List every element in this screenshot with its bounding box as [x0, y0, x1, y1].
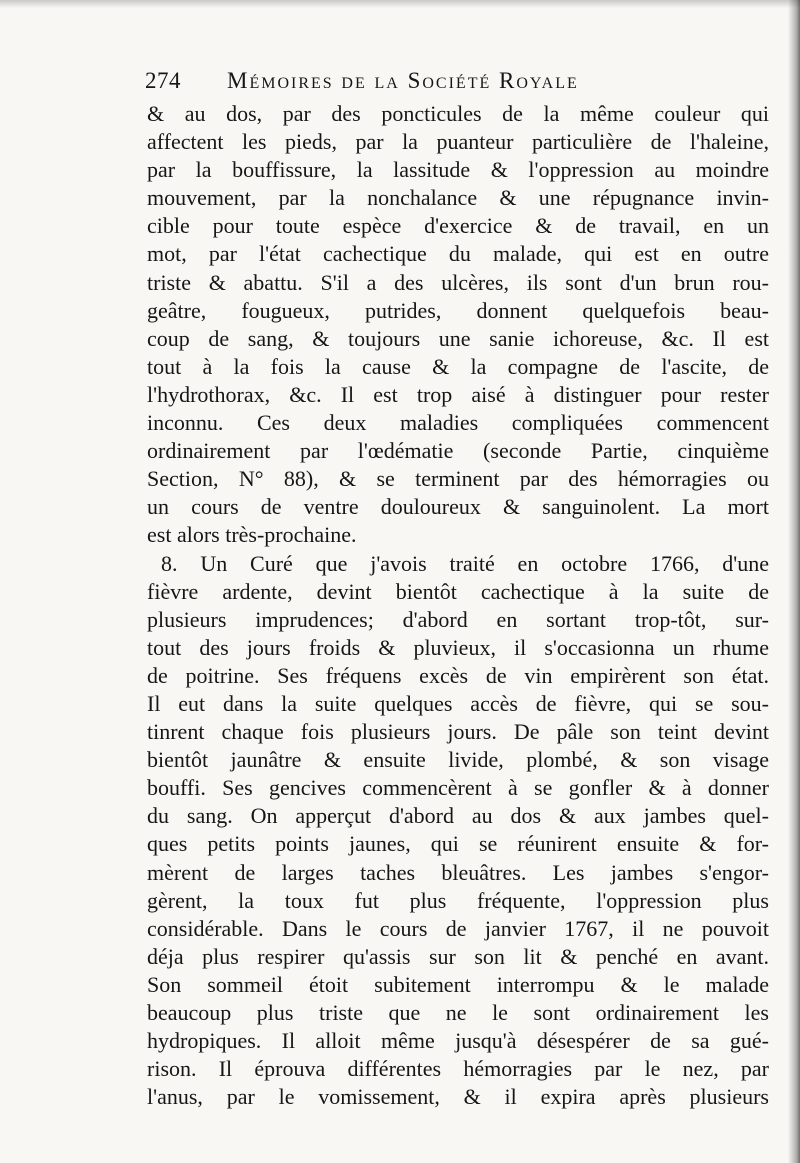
text-line: ordinairement par l'œdématie (seconde Partie, cinquième	[147, 438, 769, 464]
text-line: mot, par l'état cachectique du malade, qui est en outre	[147, 241, 769, 267]
text-line: cible pour toute espèce d'exercice & de travail, en un	[147, 213, 769, 239]
page-top-shadow	[0, 0, 800, 8]
text-line: inconnu. Ces deux maladies compliquées commencent	[147, 410, 769, 436]
running-title: Mémoires de la Société Royale	[227, 68, 579, 93]
text-line: mèrent de larges taches bleuâtres. Les jambes s'engor-	[147, 859, 769, 885]
text-line: gèrent, la toux fut plus fréquente, l'oppression plus	[147, 887, 769, 913]
text-line: affectent les pieds, par la puanteur particulière de l'haleine,	[147, 129, 769, 155]
text-line: mouvement, par la nonchalance & une répugnance invin-	[147, 185, 769, 211]
text-line: Il eut dans la suite quelques accès de fièvre, qui se sou-	[147, 690, 769, 716]
text-line: Section, N° 88), & se terminent par des hémorragies ou	[147, 466, 769, 492]
text-line: l'anus, par le vomissement, & il expira après plusieurs	[147, 1084, 769, 1110]
text-line: du sang. On apperçut d'abord au dos & aux jambes quel-	[147, 803, 769, 829]
text-line: coup de sang, & toujours une sanie ichoreuse, &c. Il est	[147, 325, 769, 351]
text-line: de poitrine. Ses fréquens excès de vin empirèrent son état.	[147, 662, 769, 688]
text-line: hydropiques. Il alloit même jusqu'à désespérer de sa gué-	[147, 1028, 769, 1054]
running-header	[145, 66, 770, 100]
text-line: considérable. Dans le cours de janvier 1767, il ne pouvoit	[147, 915, 769, 941]
text-line: beaucoup plus triste que ne le sont ordinairement les	[147, 1000, 769, 1025]
text-line: Son sommeil étoit subitement interrompu & le malade	[147, 971, 769, 997]
text-line: plusieurs imprudences; d'abord en sortant trop-tôt, sur-	[147, 606, 769, 632]
text-line: bientôt jaunâtre & ensuite livide, plombé, & son visage	[147, 747, 769, 773]
text-line: tout à la fois la cause & la compagne de l'ascite, de	[147, 353, 769, 379]
text-line: & au dos, par des poncticules de la même couleur qui	[147, 101, 769, 126]
paragraph-end-line: est alors très-prochaine.	[147, 522, 357, 548]
text-line: déja plus respirer qu'assis sur son lit & penché en avant.	[147, 943, 769, 969]
text-line: geâtre, fougueux, putrides, donnent quelquefois beau-	[147, 297, 769, 323]
text-line: tout des jours froids & pluvieux, il s'occasionna un rhume	[147, 634, 769, 660]
text-line: triste & abattu. S'il a des ulcères, ils sont d'un brun rou-	[147, 269, 769, 295]
body-text	[147, 100, 769, 1111]
page-number: 274	[145, 68, 181, 93]
text-line: par la bouffissure, la lassitude & l'oppression au moindre	[147, 157, 769, 183]
text-line: tinrent chaque fois plusieurs jours. De pâle son teint devint	[147, 719, 769, 745]
page-gutter-shadow	[788, 0, 800, 1163]
text-line: un cours de ventre douloureux & sanguinolent. La mort	[147, 494, 769, 520]
text-line: rison. Il éprouva différentes hémorragies par le nez, par	[147, 1056, 769, 1082]
paragraph-start-line: 8. Un Curé que j'avois traité en octobre 1766, d'une	[161, 550, 769, 576]
text-line: bouffi. Ses gencives commencèrent à se gonfler & à donner	[147, 775, 769, 801]
text-line: fièvre ardente, devint bientôt cachectique à la suite de	[147, 578, 769, 604]
text-line: l'hydrothorax, &c. Il est trop aisé à distinguer pour rester	[147, 381, 769, 407]
text-line: ques petits points jaunes, qui se réunirent ensuite & for-	[147, 831, 769, 857]
